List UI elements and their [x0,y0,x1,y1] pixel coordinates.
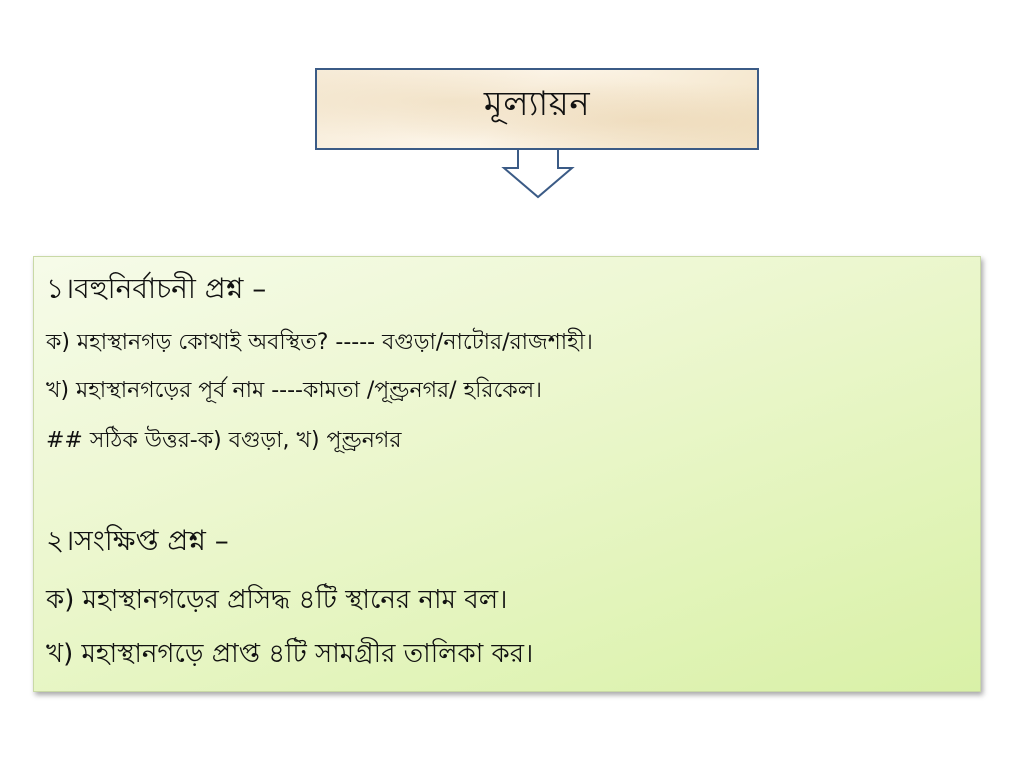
short-question-2: খ) মহাস্থানগড়ে প্রাপ্ত ৪টি সামগ্রীর তালিকা কর। [46,639,534,669]
title-box [315,68,759,150]
short-question-1: ক) মহাস্থানগড়ের প্রসিদ্ধ ৪টি স্থানের নাম বল। [46,585,508,615]
question-panel [33,256,981,692]
mcq-question-1: ক) মহাস্থানগড় কোথাই অবস্থিত? ----- বগুড়া/নাটোর/রাজশাহী। [46,330,593,355]
short-question-heading: ২।সংক্ষিপ্ত প্রশ্ন – [46,524,229,557]
mcq-answer: ## সঠিক উত্তর-ক) বগুড়া, খ) পূণ্ড্রনগর [46,428,402,453]
mcq-question-2: খ) মহাস্থানগড়ের পূর্ব নাম ----কামতা /পূণ্ড্রনগর/ হরিকেল। [46,378,542,403]
mcq-heading: ১।বহুনির্বাচনী প্রশ্ন – [46,272,267,305]
down-arrow-icon [500,148,576,200]
slide-title: মূল্যায়ন [483,83,591,124]
